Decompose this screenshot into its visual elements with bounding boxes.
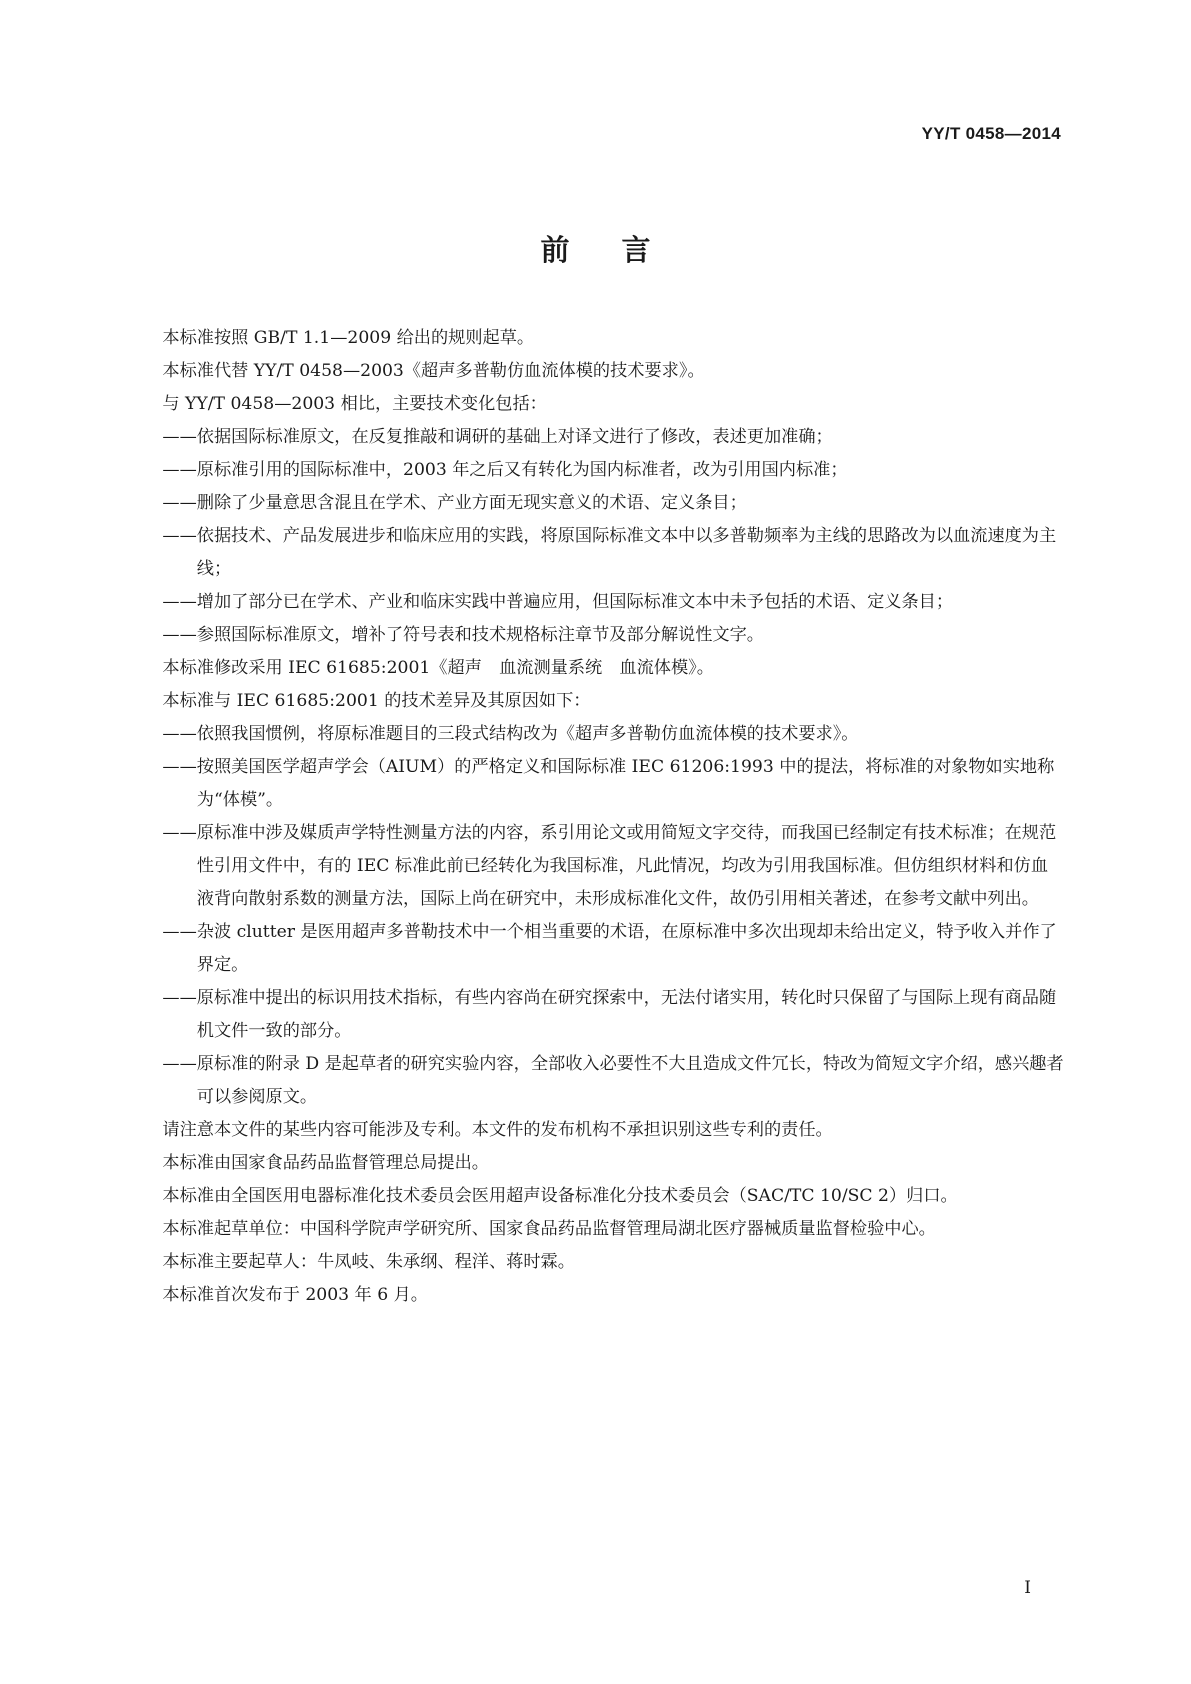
- change-list-item-text: ——依据国际标准原文，在反复推敲和调研的基础上对译文进行了修改，表述更加准确；: [162, 427, 833, 447]
- difference-list-item-text: ——原标准的附录 D 是起草者的研究实验内容，全部收入必要性不大且造成文件冗长，特改为简短文字介绍，感兴趣者可以参阅原文。: [162, 1054, 1064, 1107]
- paragraph: 与 YY/T 0458—2003 相比，主要技术变化包括：: [162, 394, 547, 414]
- difference-list-item: [128, 817, 1064, 916]
- change-list-item: [128, 520, 1064, 586]
- page-number: I: [1024, 1578, 1031, 1598]
- change-list-item-text: ——参照国际标准原文，增补了符号表和技术规格标注章节及部分解说性文字。: [162, 625, 764, 645]
- difference-list-item: [128, 718, 1064, 751]
- difference-list-item-text: ——杂波 clutter 是医用超声多普勒技术中一个相当重要的术语，在原标准中多次出现却未给出定义，特予收入并作了界定。: [162, 922, 1057, 975]
- change-list-item-text: ——依据技术、产品发展进步和临床应用的实践，将原国际标准文本中以多普勒频率为主线的思路改为以血流速度为主线；: [162, 526, 1057, 579]
- page-title: 前言: [540, 233, 703, 267]
- paragraph: 本标准由全国医用电器标准化技术委员会医用超声设备标准化分技术委员会（SAC/TC 10/SC 2）归口。: [162, 1186, 958, 1206]
- difference-list-item: [128, 751, 1064, 817]
- paragraph: 本标准起草单位：中国科学院声学研究所、国家食品药品监督管理局湖北医疗器械质量监督检验中心。: [162, 1219, 936, 1239]
- difference-list-item: [128, 982, 1064, 1048]
- difference-list-item-text: ——依照我国惯例，将原标准题目的三段式结构改为《超声多普勒仿血流体模的技术要求》。: [162, 724, 859, 744]
- standard-code: YY/T 0458—2014: [921, 124, 1061, 143]
- change-list-item: [128, 586, 1064, 619]
- foreword-body: [128, 322, 1064, 1312]
- change-list-item-text: ——删除了少量意思含混且在学术、产业方面无现实意义的术语、定义条目；: [162, 493, 747, 513]
- change-list-item: [128, 619, 1064, 652]
- paragraph: 本标准修改采用 IEC 61685:2001《超声 血流测量系统 血流体模》。: [162, 658, 714, 678]
- paragraph: 本标准代替 YY/T 0458—2003《超声多普勒仿血流体模的技术要求》。: [162, 361, 705, 381]
- paragraph: 请注意本文件的某些内容可能涉及专利。本文件的发布机构不承担识别这些专利的责任。: [162, 1120, 833, 1140]
- change-list-item-text: ——原标准引用的国际标准中，2003 年之后又有转化为国内标准者，改为引用国内标准；: [162, 460, 848, 480]
- paragraph: 本标准与 IEC 61685:2001 的技术差异及其原因如下：: [162, 691, 591, 711]
- change-list-item-text: ——增加了部分已在学术、产业和临床实践中普遍应用，但国际标准文本中未予包括的术语、定义条目；: [162, 592, 954, 612]
- change-list-item: [128, 487, 1064, 520]
- paragraph: 本标准主要起草人：牛凤岐、朱承纲、程洋、蒋时霖。: [162, 1252, 575, 1272]
- difference-list-item-text: ——按照美国医学超声学会（AIUM）的严格定义和国际标准 IEC 61206:1993 中的提法，将标准的对象物如实地称为“体模”。: [162, 757, 1055, 810]
- difference-list-item: [128, 916, 1064, 982]
- paragraph: 本标准由国家食品药品监督管理总局提出。: [162, 1153, 489, 1173]
- difference-list-item-text: ——原标准中提出的标识用技术指标，有些内容尚在研究探索中，无法付诸实用，转化时只保留了与国际上现有商品随机文件一致的部分。: [162, 988, 1057, 1041]
- difference-list-item-text: ——原标准中涉及媒质声学特性测量方法的内容，系引用论文或用简短文字交待，而我国已经制定有技术标准；在规范性引用文件中，有的 IEC 标准此前已经转化为我国标准，凡此情况，均改为引用我国标准。但仿组织材料和仿血液背向散射系数的测量方法，国际上尚在研究中，未形成标准化文件，故仍引用相关著述，在参考文献中列出。: [162, 823, 1057, 909]
- change-list-item: [128, 454, 1064, 487]
- paragraph: 本标准按照 GB/T 1.1—2009 给出的规则起草。: [162, 328, 535, 348]
- change-list-item: [128, 421, 1064, 454]
- difference-list-item: [128, 1048, 1064, 1114]
- paragraph: 本标准首次发布于 2003 年 6 月。: [162, 1285, 428, 1305]
